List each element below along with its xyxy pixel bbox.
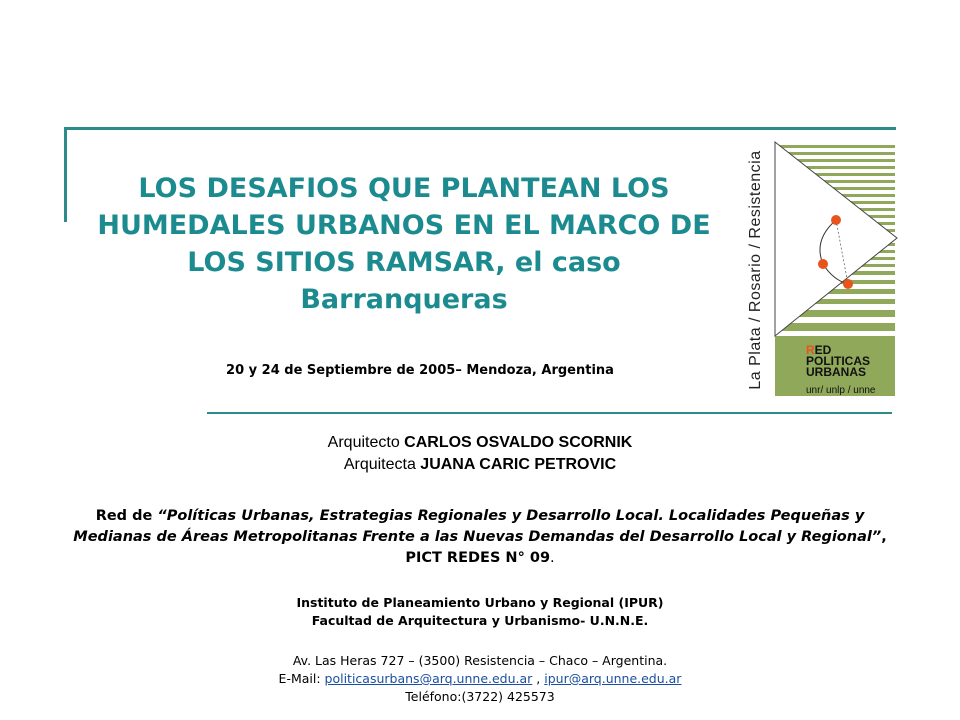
frame-top-line — [64, 127, 896, 130]
network-suffix: , PICT REDES N° 09 — [405, 529, 887, 566]
contact-info — [60, 652, 900, 706]
logo-dot-left — [818, 259, 828, 269]
logo-triangle — [775, 142, 897, 336]
author-1 — [60, 432, 900, 454]
title-line-3 — [70, 244, 738, 281]
email-link-1[interactable]: politicasurbans@arq.unne.edu.ar — [324, 671, 533, 686]
institution — [60, 594, 900, 630]
logo-dot-right — [843, 279, 853, 289]
logo-vertical-text: La Plata / Rosario / Resistencia — [747, 150, 764, 390]
frame-left-line — [64, 127, 67, 222]
email-label: E-Mail: — [278, 671, 325, 686]
email-separator: , — [532, 671, 545, 686]
title-line-3-bold: LOS SITIOS RAMSAR, — [187, 247, 506, 278]
title-line-1: LOS DESAFIOS QUE PLANTEAN LOS — [138, 173, 670, 204]
author-2 — [60, 454, 900, 476]
network-period: . — [550, 550, 555, 566]
network-prefix: Red de — [95, 508, 158, 524]
logo-letters-ed: ED — [814, 343, 832, 357]
horizontal-rule — [207, 412, 892, 414]
institution-line-1: Instituto de Planeamiento Urbano y Regional (IPUR) — [296, 595, 664, 610]
logo-politicas: POLITICAS — [806, 354, 871, 368]
address: Av. Las Heras 727 – (3500) Resistencia – Chaco – Argentina. — [292, 653, 668, 668]
network-italic-name: “Políticas Urbanas, Estrategias Regionales y Desarrollo Local. Localidades Pequeñas y Medianas de Áreas Metropolitanas Frente a las Nuevas Demandas del Desarrollo Local y Regional” — [73, 508, 882, 545]
author-2-name: JUANA CARIC PETROVIC — [420, 456, 617, 473]
email-link-2[interactable]: ipur@arq.unne.edu.ar — [544, 671, 682, 686]
title-line-3-rest: el caso — [505, 247, 621, 278]
red-politicas-urbanas-logo — [743, 140, 903, 400]
author-2-role: Arquitecta — [343, 456, 421, 473]
phone: Teléfono:(3722) 425573 — [405, 689, 555, 704]
slide-title — [70, 170, 738, 318]
network-description — [60, 506, 900, 569]
logo-dot-top — [831, 215, 841, 225]
title-line-4: Barranqueras — [300, 284, 508, 315]
email-line — [60, 670, 900, 688]
institution-line-2: Facultad de Arquitectura y Urbanismo- U.N.N.E. — [311, 613, 649, 628]
author-1-role: Arquitecto — [327, 434, 405, 451]
date-line: 20 y 24 de Septiembre de 2005– Mendoza, Argentina — [226, 363, 614, 378]
title-line-2: HUMEDALES URBANOS EN EL MARCO DE — [97, 210, 711, 241]
logo-urbanas: URBANAS — [806, 365, 866, 379]
logo-universities: unr/ unlp / unne — [806, 385, 876, 396]
logo-network-name — [806, 345, 901, 378]
authors — [60, 432, 900, 476]
logo-letter-r: R — [806, 343, 815, 357]
author-1-name: CARLOS OSVALDO SCORNIK — [404, 434, 633, 451]
